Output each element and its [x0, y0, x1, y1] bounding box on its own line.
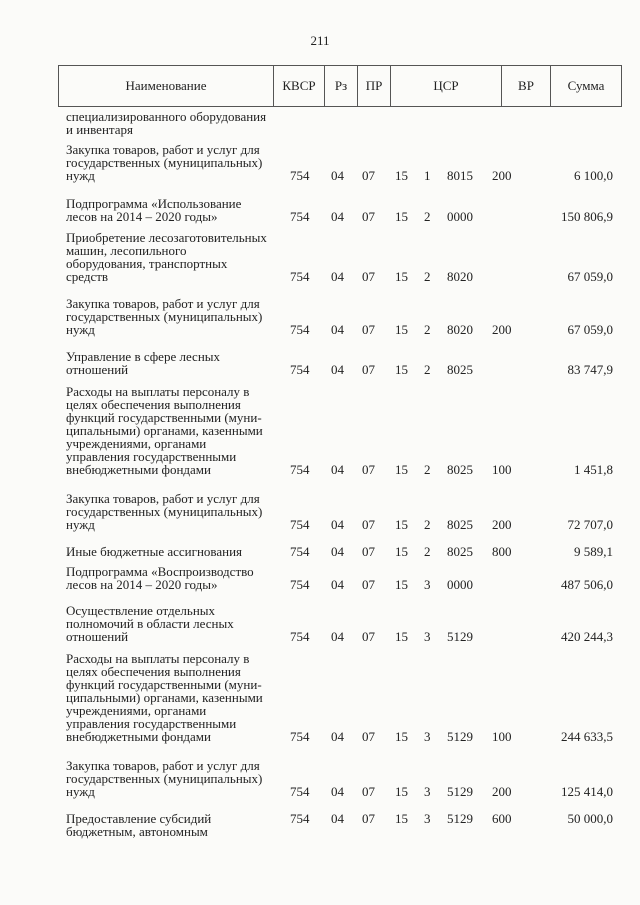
row-pr: 07 [362, 629, 375, 644]
row-csr-subprogram: 2 [424, 517, 431, 532]
row-sum: 83 747,9 [567, 362, 613, 377]
row-pr: 07 [362, 362, 375, 377]
row-sum: 6 100,0 [574, 168, 613, 183]
row-name-line: управления государственными [66, 716, 237, 731]
row-csr-code: 8025 [447, 462, 473, 477]
row-kvsr: 754 [290, 577, 310, 592]
row-name-line: отношений [66, 362, 129, 377]
row-csr-subprogram: 3 [424, 729, 431, 744]
row-name-line: оборудования, транспортных [66, 256, 228, 271]
row-name-line: государственных (муниципальных) [66, 309, 263, 324]
row-name-line: Иные бюджетные ассигнования [66, 544, 243, 559]
row-sum: 9 589,1 [574, 544, 613, 559]
row-pr: 07 [362, 811, 375, 826]
row-sum: 72 707,0 [567, 517, 613, 532]
row-csr-program: 15 [395, 577, 408, 592]
header-vr: ВР [502, 66, 551, 106]
row-name-line: нужд [66, 784, 95, 799]
row-pr: 07 [362, 269, 375, 284]
row-name [66, 759, 270, 798]
row-csr-code: 5129 [447, 784, 473, 799]
row-pr: 07 [362, 322, 375, 337]
row-csr-code: 5129 [447, 729, 473, 744]
row-name-line: Расходы на выплаты персоналу в [66, 384, 250, 399]
row-name-line: управления государственными [66, 449, 237, 464]
row-name-line: машин, лесопильного [66, 243, 187, 258]
row-name [66, 492, 270, 531]
header-rz: Рз [325, 66, 358, 106]
row-rz: 04 [331, 362, 344, 377]
row-name [66, 231, 270, 283]
row-name-line: государственных (муниципальных) [66, 504, 263, 519]
row-csr-subprogram: 2 [424, 269, 431, 284]
row-rz: 04 [331, 269, 344, 284]
row-sum: 420 244,3 [561, 629, 613, 644]
row-kvsr: 754 [290, 811, 310, 826]
row-name-line: учреждениями, органами [66, 436, 207, 451]
row-kvsr: 754 [290, 168, 310, 183]
row-name [66, 110, 270, 136]
row-csr-subprogram: 2 [424, 209, 431, 224]
row-vr: 200 [492, 784, 512, 799]
row-name-line: государственных (муниципальных) [66, 771, 263, 786]
row-sum: 50 000,0 [567, 811, 613, 826]
row-csr-program: 15 [395, 462, 408, 477]
row-vr: 600 [492, 811, 512, 826]
row-name [66, 545, 270, 558]
row-csr-code: 8015 [447, 168, 473, 183]
row-name-line: ципальными) органами, казенными [66, 423, 263, 438]
header-sum: Сумма [567, 78, 605, 93]
header-csr: ЦСР [391, 66, 502, 106]
row-sum: 125 414,0 [561, 784, 613, 799]
row-csr-program: 15 [395, 811, 408, 826]
row-name-line: лесов на 2014 – 2020 годы» [66, 209, 218, 224]
row-csr-subprogram: 3 [424, 784, 431, 799]
row-csr-code: 0000 [447, 209, 473, 224]
row-name-line: Подпрограмма «Использование [66, 196, 242, 211]
row-name-line: целях обеспечения выполнения [66, 397, 241, 412]
header-kvsr: КВСР [274, 66, 325, 106]
row-csr-subprogram: 3 [424, 577, 431, 592]
row-name-line: Закупка товаров, работ и услуг для [66, 296, 260, 311]
row-pr: 07 [362, 209, 375, 224]
row-csr-program: 15 [395, 269, 408, 284]
row-name [66, 143, 270, 182]
row-vr: 800 [492, 544, 512, 559]
row-rz: 04 [331, 517, 344, 532]
row-pr: 07 [362, 577, 375, 592]
row-csr-program: 15 [395, 784, 408, 799]
row-name [66, 565, 270, 591]
row-csr-subprogram: 2 [424, 462, 431, 477]
row-name [66, 604, 270, 643]
row-name-line: и инвентаря [66, 122, 133, 137]
row-name-line: Приобретение лесозаготовительных [66, 230, 267, 245]
row-sum: 67 059,0 [567, 322, 613, 337]
row-csr-program: 15 [395, 209, 408, 224]
page-number: 211 [310, 33, 330, 48]
row-name [66, 652, 270, 743]
row-kvsr: 754 [290, 322, 310, 337]
header-name: Наименование [59, 66, 274, 106]
row-kvsr: 754 [290, 544, 310, 559]
row-vr: 200 [492, 517, 512, 532]
row-csr-subprogram: 3 [424, 811, 431, 826]
row-kvsr: 754 [290, 209, 310, 224]
row-csr-program: 15 [395, 517, 408, 532]
row-kvsr: 754 [290, 729, 310, 744]
row-name-line: Подпрограмма «Воспроизводство [66, 564, 254, 579]
row-name-line: нужд [66, 517, 95, 532]
row-name-line: Предоставление субсидий [66, 811, 212, 826]
row-rz: 04 [331, 168, 344, 183]
row-name-line: целях обеспечения выполнения [66, 664, 241, 679]
row-name-line: бюджетным, автономным [66, 824, 208, 839]
row-name [66, 385, 270, 476]
row-sum: 244 633,5 [561, 729, 613, 744]
row-name-line: нужд [66, 168, 95, 183]
row-pr: 07 [362, 168, 375, 183]
row-csr-program: 15 [395, 322, 408, 337]
row-name [66, 812, 270, 838]
row-rz: 04 [331, 811, 344, 826]
row-kvsr: 754 [290, 784, 310, 799]
row-name-line: Расходы на выплаты персоналу в [66, 651, 250, 666]
row-name-line: внебюджетными фондами [66, 462, 211, 477]
row-csr-subprogram: 2 [424, 322, 431, 337]
row-sum: 487 506,0 [561, 577, 613, 592]
row-csr-code: 5129 [447, 811, 473, 826]
row-name-line: государственных (муниципальных) [66, 155, 263, 170]
row-vr: 200 [492, 168, 512, 183]
row-name-line: Управление в сфере лесных [66, 349, 221, 364]
row-rz: 04 [331, 729, 344, 744]
row-name-line: специализированного оборудования [66, 109, 267, 124]
header-pr: ПР [358, 66, 391, 106]
row-vr: 200 [492, 322, 512, 337]
row-name-line: Закупка товаров, работ и услуг для [66, 491, 260, 506]
row-name-line: Закупка товаров, работ и услуг для [66, 142, 260, 157]
row-name-line: Осуществление отдельных [66, 603, 216, 618]
row-csr-program: 15 [395, 168, 408, 183]
row-name-line: ципальными) органами, казенными [66, 690, 263, 705]
row-rz: 04 [331, 577, 344, 592]
row-csr-subprogram: 3 [424, 629, 431, 644]
row-name-line: отношений [66, 629, 129, 644]
row-csr-program: 15 [395, 729, 408, 744]
row-csr-program: 15 [395, 629, 408, 644]
row-name-line: лесов на 2014 – 2020 годы» [66, 577, 218, 592]
row-csr-subprogram: 1 [424, 168, 431, 183]
row-name-line: учреждениями, органами [66, 703, 207, 718]
row-rz: 04 [331, 629, 344, 644]
row-csr-code: 8025 [447, 544, 473, 559]
row-pr: 07 [362, 784, 375, 799]
row-name-line: полномочий в области лесных [66, 616, 234, 631]
row-pr: 07 [362, 729, 375, 744]
row-csr-program: 15 [395, 362, 408, 377]
row-rz: 04 [331, 462, 344, 477]
row-sum: 1 451,8 [574, 462, 613, 477]
row-csr-code: 5129 [447, 629, 473, 644]
row-rz: 04 [331, 784, 344, 799]
row-name [66, 197, 270, 223]
row-csr-program: 15 [395, 544, 408, 559]
row-kvsr: 754 [290, 462, 310, 477]
row-kvsr: 754 [290, 517, 310, 532]
row-kvsr: 754 [290, 269, 310, 284]
row-name-line: нужд [66, 322, 95, 337]
row-sum: 150 806,9 [561, 209, 613, 224]
row-name [66, 297, 270, 336]
row-name-line: Закупка товаров, работ и услуг для [66, 758, 260, 773]
row-name-line: средств [66, 269, 109, 284]
row-pr: 07 [362, 517, 375, 532]
row-csr-code: 8020 [447, 269, 473, 284]
row-name-line: функций государственными (муни- [66, 410, 262, 425]
row-pr: 07 [362, 544, 375, 559]
row-name-line: функций государственными (муни- [66, 677, 262, 692]
row-csr-code: 8025 [447, 517, 473, 532]
row-name-line: внебюджетными фондами [66, 729, 211, 744]
row-rz: 04 [331, 209, 344, 224]
row-csr-subprogram: 2 [424, 544, 431, 559]
row-csr-code: 0000 [447, 577, 473, 592]
row-csr-subprogram: 2 [424, 362, 431, 377]
row-vr: 100 [492, 462, 512, 477]
row-pr: 07 [362, 462, 375, 477]
row-vr: 100 [492, 729, 512, 744]
row-csr-code: 8020 [447, 322, 473, 337]
row-csr-code: 8025 [447, 362, 473, 377]
row-kvsr: 754 [290, 629, 310, 644]
row-name [66, 350, 270, 376]
row-sum: 67 059,0 [567, 269, 613, 284]
row-rz: 04 [331, 544, 344, 559]
row-kvsr: 754 [290, 362, 310, 377]
table-header [58, 65, 622, 107]
row-rz: 04 [331, 322, 344, 337]
